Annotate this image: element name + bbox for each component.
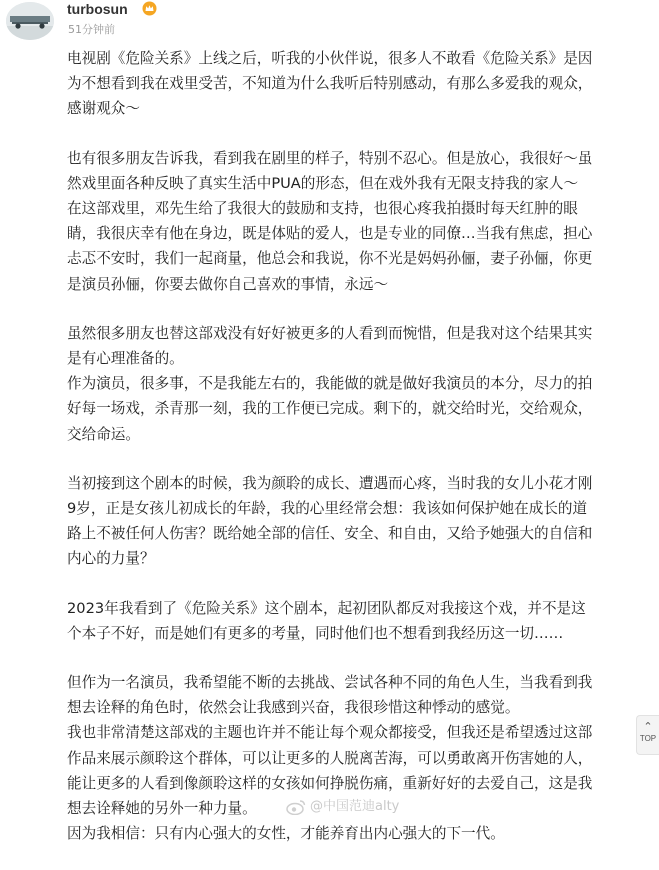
text-line: 忐忑不安时，我们一起商量，他总会和我说，你不光是妈妈孙俪，妻子孙俪，你更 (67, 250, 593, 268)
text-line: 交给命运。 (67, 425, 140, 443)
text-line: 但作为一名演员，我希望能不断的去挑战、尝试各种不同的角色人生，当我看到我 (67, 674, 593, 692)
username[interactable]: turbosun (67, 1, 128, 17)
post-paragraph (67, 321, 645, 447)
post-header (0, 0, 659, 48)
text-line: 内心的力量？ (67, 550, 155, 568)
watermark-text: @中国范迪alty (310, 799, 400, 814)
avatar[interactable] (6, 2, 54, 40)
text-line: 电视剧《危险关系》上线之后，听我的小伙伴说，很多人不敢看《危险关系》是因 (67, 50, 593, 67)
post-timestamp: 51分钟前 (68, 23, 115, 36)
text-line: 当初接到这个剧本的时候，我为颜聆的成长、遭遇而心疼，当时我的女儿小花才刚 (67, 474, 593, 492)
scroll-top-label: TOP (639, 734, 657, 743)
text-line: 然戏里面各种反映了真实生活中PUA的形态，但在戏外我有无限支持我的家人～ (67, 174, 579, 192)
post-paragraph (67, 146, 645, 297)
text-line: 睛，我很庆幸有他在身边，既是体贴的爱人，也是专业的同僚…当我有焦虑，担心 (67, 225, 593, 243)
post-paragraph (67, 670, 645, 846)
text-line: 是演员孙俪，你要去做你自己喜欢的事情，永远～ (67, 275, 389, 293)
text-line: 在这部戏里，邓先生给了我很大的鼓励和支持，也很心疼我拍摄时每天红肿的眼 (67, 200, 578, 218)
post-body (67, 46, 645, 870)
text-line: 想去诠释的角色时，依然会让我感到兴奋，我很珍惜这种悸动的感觉。 (67, 699, 520, 717)
scroll-to-top-button[interactable] (636, 715, 659, 755)
text-line: 作为演员，很多事，不是我能左右的，我能做的就是做好我演员的本分，尽力的拍 (67, 375, 593, 393)
text-line: 我也非常清楚这部戏的主题也许并不能让每个观众都接受，但我还是希望透过这部 (67, 724, 593, 742)
text-line: 因为我相信：只有内心强大的女性，才能养育出内心强大的下一代。 (67, 825, 505, 843)
text-line: 感谢观众～ (67, 100, 140, 118)
post-paragraph (67, 471, 645, 572)
text-line: 虽然很多朋友也替这部戏没有好好被更多的人看到而惋惜，但是我对这个结果其实 (67, 324, 593, 342)
chevron-up-icon: ⌃ (643, 721, 653, 733)
text-line: 想去诠释她的另外一种力量。 (67, 800, 257, 818)
text-line: 9岁，正是女孩儿初成长的年龄，我的心里经常会想：我该如何保护她在成长的道 (67, 500, 588, 518)
text-line: 2023年我看到了《危险关系》这个剧本，起初团队都反对我接这个戏，并不是这 (67, 599, 586, 617)
text-line: 作品来展示颜聆这个群体，可以让更多的人脱离苦海，可以勇敢离开伤害她的人， (67, 749, 593, 767)
text-line: 是有心理准备的。 (67, 350, 184, 368)
weibo-logo-icon (286, 799, 306, 815)
text-line: 路上不被任何人伤害？既给她全部的信任、安全、和自由，又给予她强大的自信和 (67, 525, 593, 543)
text-line: 个本子不好，而是她们有更多的考量，同时他们也不想看到我经历这一切…… (67, 624, 564, 642)
text-line: 也有很多朋友告诉我，看到我在剧里的样子，特别不忍心。但是放心，我很好～虽 (67, 149, 593, 167)
text-line: 为不想看到我在戏里受苦，不知道为什么我听后特别感动，有那么多爱我的观众， (67, 75, 593, 93)
vip-crown-icon (142, 1, 157, 16)
post-paragraph (67, 46, 645, 122)
text-line: 能让更多的人看到像颜聆这样的女孩如何挣脱伤痛，重新好好的去爱自己，这是我 (67, 774, 593, 792)
text-line: 好每一场戏，杀青那一刻，我的工作便已完成。剩下的，就交给时光，交给观众， (67, 400, 593, 418)
post-paragraph (67, 596, 645, 646)
